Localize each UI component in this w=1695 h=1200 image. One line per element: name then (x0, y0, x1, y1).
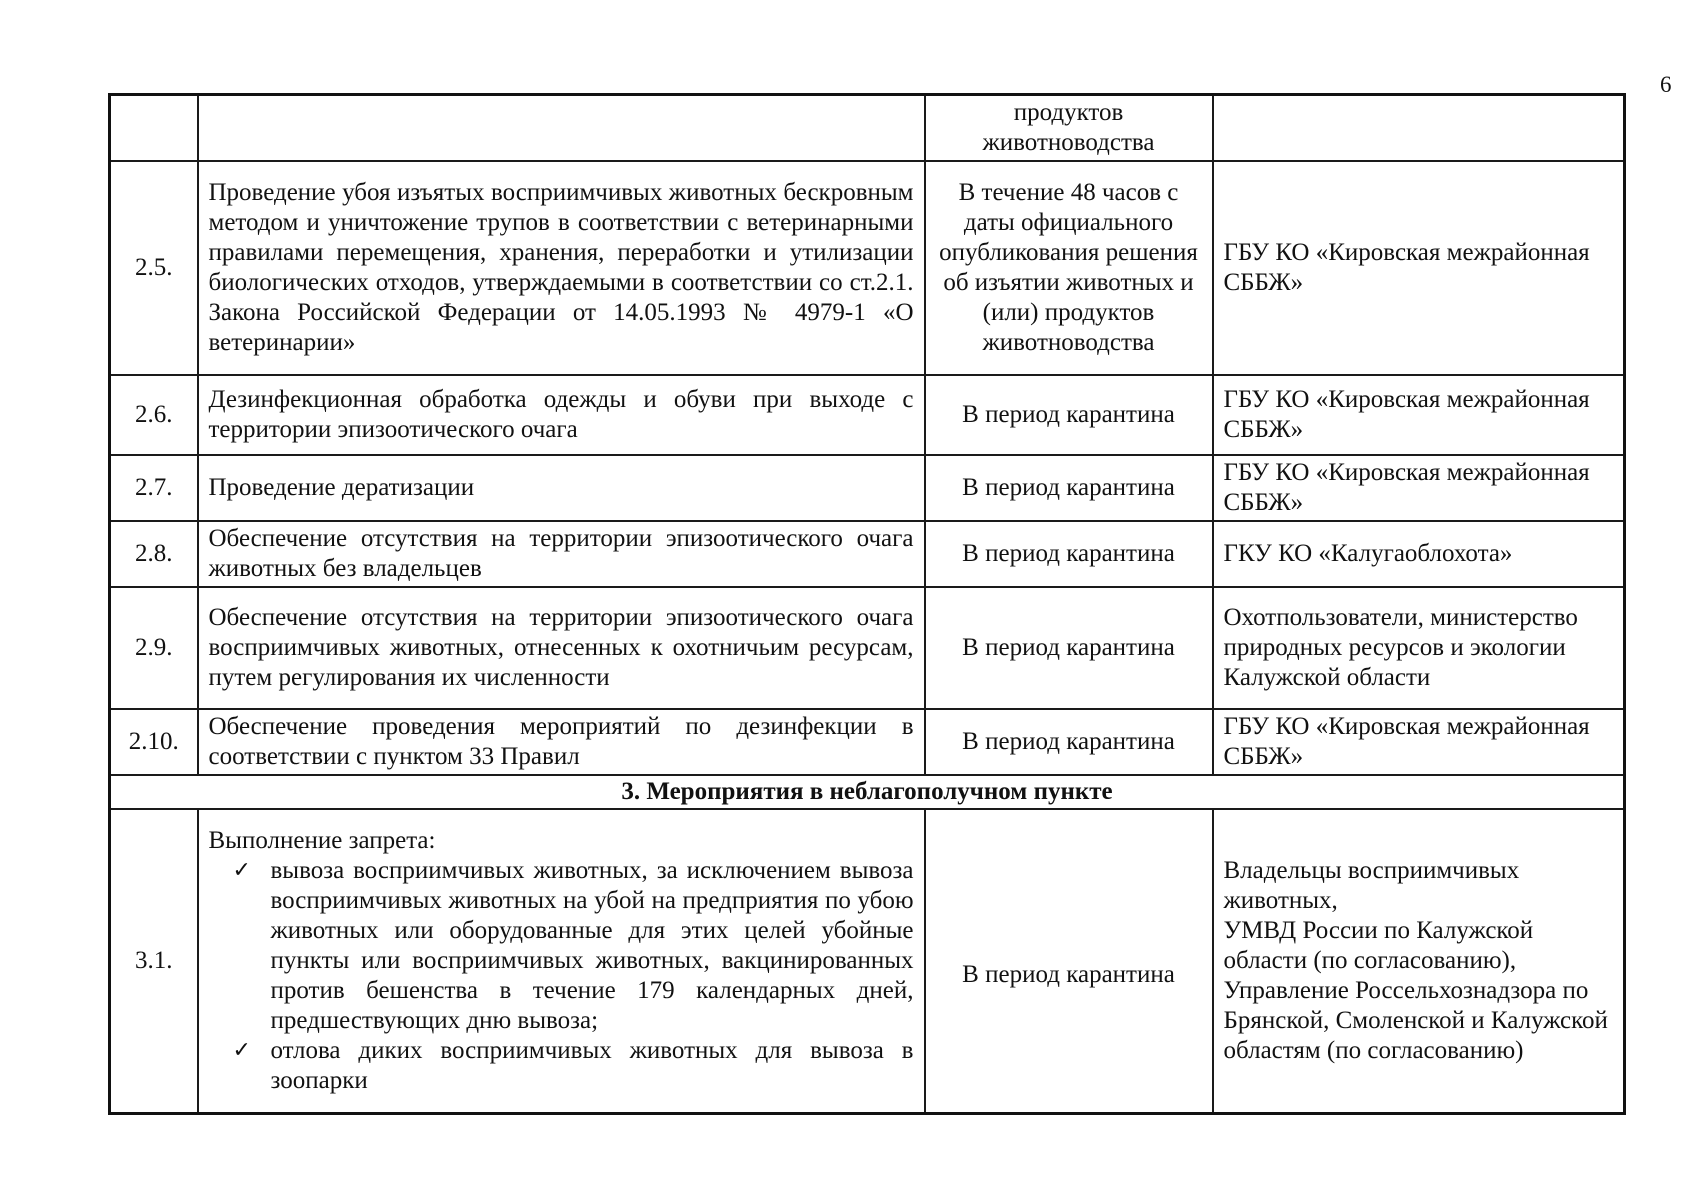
measure-text: Проведение дератизации (198, 455, 925, 521)
term-cell: В период карантина (925, 809, 1213, 1113)
row-number: 2.9. (110, 587, 198, 709)
table-row (110, 95, 1625, 162)
table-row (110, 587, 1625, 709)
term-cell: В период карантина (925, 455, 1213, 521)
list-item-text: отлова диких восприимчивых животных для вывоза в зоопарки (270, 1036, 914, 1094)
section-header-row (110, 775, 1625, 809)
executor-cell: Охотпользователи, министерство природных ресурсов и экологии Калужской области (1213, 587, 1625, 709)
row-number: 2.6. (110, 375, 198, 455)
measures-table (108, 93, 1626, 1115)
list-item (232, 856, 914, 1036)
row-number: 3.1. (110, 809, 198, 1113)
row-number: 2.5. (110, 161, 198, 375)
term-cell: В период карантина (925, 709, 1213, 775)
measure-text (198, 95, 925, 162)
executor-cell: ГКУ КО «Калугаоблохота» (1213, 521, 1625, 587)
measure-text: Проведение убоя изъятых восприимчивых животных бескровным методом и уничтожение трупов в соответствии с ветеринарными правилами перемещения, хранения, переработки и утилизации биологических отходов, утверждаемыми в соответствии со ст.2.1. Закона Российской Федерации от 14.05.1993 № 4979-1 «О ветеринарии» (198, 161, 925, 375)
row-number: 2.7. (110, 455, 198, 521)
executor-cell (1213, 95, 1625, 162)
measure-text: Обеспечение отсутствия на территории эпизоотического очага восприимчивых животных, отнесенных к охотничьим ресурсам, путем регулирования их численности (198, 587, 925, 709)
row-number: 2.8. (110, 521, 198, 587)
table-row (110, 709, 1625, 775)
measure-text: Обеспечение отсутствия на территории эпизоотического очага животных без владельцев (198, 521, 925, 587)
term-cell: В период карантина (925, 375, 1213, 455)
executor-cell (1213, 809, 1625, 1113)
measure-text: Дезинфекционная обработка одежды и обуви при выходе с территории эпизоотического очага (198, 375, 925, 455)
table-row (110, 455, 1625, 521)
executor-line: Управление Россельхознадзора по Брянской, Смоленской и Калужской областям (по согласованию) (1223, 976, 1608, 1064)
table-row (110, 809, 1625, 1113)
row-number: 2.10. (110, 709, 198, 775)
list-item-text: вывоза восприимчивых животных, за исключением вывоза восприимчивых животных на убой на предприятия по убою животных или оборудованные для этих целей убойные пункты или восприимчивых животных, вакцинированных против бешенства в течение 179 календарных дней, предшествующих дню вывоза; (270, 856, 914, 1034)
term-cell: В период карантина (925, 521, 1213, 587)
executor-line: УМВД России по Калужской области (по согласованию), (1223, 916, 1534, 974)
page-number: 6 (1660, 72, 1672, 97)
executor-cell: ГБУ КО «Кировская межрайонная СББЖ» (1213, 161, 1625, 375)
term-cell: продуктов животноводства (925, 95, 1213, 162)
prohibition-list (209, 856, 914, 1096)
term-cell: В период карантина (925, 587, 1213, 709)
row-number (110, 95, 198, 162)
measure-text: Обеспечение проведения мероприятий по дезинфекции в соответствии с пунктом 33 Правил (198, 709, 925, 775)
executor-cell: ГБУ КО «Кировская межрайонная СББЖ» (1213, 375, 1625, 455)
list-item (232, 1036, 914, 1096)
checkmark-icon: ✓ (232, 857, 251, 883)
executor-cell: ГБУ КО «Кировская межрайонная СББЖ» (1213, 709, 1625, 775)
measure-intro: Выполнение запрета: (208, 826, 436, 854)
section-title: 3. Мероприятия в неблагополучном пункте (110, 775, 1625, 809)
table-row (110, 521, 1625, 587)
measure-cell (198, 809, 925, 1113)
table-row (110, 375, 1625, 455)
checkmark-icon: ✓ (232, 1037, 251, 1063)
table-row (110, 161, 1625, 375)
executor-line: Владельцы восприимчивых животных, (1223, 856, 1520, 914)
executor-cell: ГБУ КО «Кировская межрайонная СББЖ» (1213, 455, 1625, 521)
term-cell: В течение 48 часов с даты официального опубликования решения об изъятии животных и (или) продуктов животноводства (925, 161, 1213, 375)
